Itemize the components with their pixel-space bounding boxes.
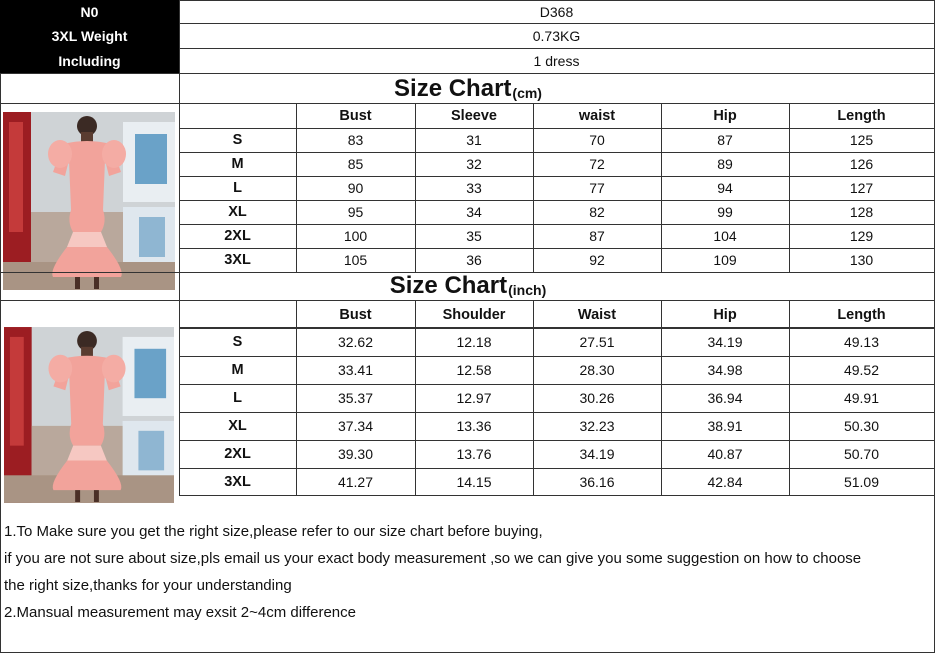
inch-cell: 50.70 bbox=[843, 446, 880, 462]
cm-cell: 130 bbox=[849, 252, 874, 268]
inch-header-waist: Waist bbox=[577, 306, 617, 323]
inch-chart-title-text: Size Chart bbox=[389, 272, 508, 299]
inch-cell: 39.30 bbox=[337, 446, 374, 462]
cm-cell: 32 bbox=[466, 156, 482, 172]
inch-cell: 34.19 bbox=[579, 446, 615, 462]
cm-size-label: S bbox=[232, 132, 243, 148]
note-line: the right size,thanks for your understanding bbox=[4, 577, 292, 594]
divider bbox=[661, 300, 662, 495]
cm-header-hip: Hip bbox=[713, 108, 737, 124]
inch-cell: 49.91 bbox=[843, 390, 880, 406]
divider bbox=[296, 103, 297, 272]
cm-cell: 104 bbox=[713, 228, 737, 244]
dress-photo-graphic bbox=[3, 112, 175, 290]
divider bbox=[296, 300, 297, 495]
inch-size-label: M bbox=[231, 362, 244, 378]
dress-photo-cm bbox=[3, 112, 175, 290]
inch-cell: 36.94 bbox=[707, 390, 743, 406]
inch-cell: 33.41 bbox=[337, 362, 374, 378]
cm-header-bust: Bust bbox=[339, 108, 372, 124]
cm-size-label: 3XL bbox=[224, 252, 251, 268]
divider bbox=[179, 152, 934, 153]
inch-cell: 32.23 bbox=[579, 418, 615, 434]
inch-cell: 30.26 bbox=[579, 390, 615, 406]
cm-cell: 92 bbox=[589, 252, 605, 268]
cm-cell: 85 bbox=[347, 156, 364, 172]
inch-cell: 42.84 bbox=[707, 473, 743, 490]
inch-cell: 49.52 bbox=[843, 362, 880, 378]
cm-cell: 72 bbox=[589, 156, 605, 172]
divider bbox=[179, 23, 934, 24]
inch-cell: 40.87 bbox=[707, 446, 743, 462]
inch-chart-title bbox=[179, 272, 757, 300]
cm-cell: 128 bbox=[849, 204, 874, 220]
dress-photo-inch bbox=[4, 327, 174, 503]
inch-cell: 49.13 bbox=[843, 334, 880, 350]
inch-cell: 14.15 bbox=[456, 473, 492, 490]
divider bbox=[179, 200, 934, 201]
divider bbox=[179, 440, 934, 441]
cm-cell: 100 bbox=[343, 228, 368, 244]
cm-cell: 87 bbox=[589, 228, 605, 244]
divider bbox=[533, 103, 534, 272]
info-value-including: 1 dress bbox=[533, 53, 580, 69]
note-line: 2.Mansual measurement may exsit 2~4cm difference bbox=[4, 604, 356, 621]
cm-header-length: Length bbox=[837, 108, 886, 124]
inch-cell: 27.51 bbox=[579, 334, 615, 350]
cm-cell: 105 bbox=[343, 252, 368, 268]
cm-cell: 83 bbox=[347, 132, 364, 148]
inch-size-label: S bbox=[232, 334, 243, 350]
cm-cell: 90 bbox=[347, 180, 364, 196]
size-notes bbox=[4, 518, 932, 626]
divider bbox=[179, 327, 934, 329]
inch-chart-unit: (inch) bbox=[508, 282, 547, 298]
inch-header-bust: Bust bbox=[339, 306, 372, 323]
divider bbox=[415, 300, 416, 495]
divider bbox=[179, 248, 934, 249]
divider bbox=[415, 103, 416, 272]
inch-cell: 13.36 bbox=[456, 418, 492, 434]
divider bbox=[179, 48, 934, 49]
inch-header-hip: Hip bbox=[713, 306, 737, 323]
inch-cell: 34.19 bbox=[707, 334, 743, 350]
cm-cell: 82 bbox=[589, 204, 605, 220]
cm-cell: 127 bbox=[849, 180, 874, 196]
inch-cell: 13.76 bbox=[456, 446, 492, 462]
cm-cell: 34 bbox=[466, 204, 482, 220]
inch-cell: 32.62 bbox=[337, 334, 374, 350]
inch-size-label: L bbox=[233, 390, 242, 406]
divider bbox=[179, 495, 934, 496]
inch-cell: 12.58 bbox=[456, 362, 492, 378]
inch-size-label: 2XL bbox=[224, 446, 251, 462]
divider bbox=[179, 0, 180, 300]
cm-size-label: M bbox=[231, 156, 244, 172]
inch-cell: 12.18 bbox=[456, 334, 492, 350]
divider bbox=[789, 103, 790, 272]
cm-cell: 94 bbox=[717, 180, 733, 196]
inch-size-label: 3XL bbox=[224, 473, 251, 490]
inch-cell: 12.97 bbox=[456, 390, 492, 406]
divider bbox=[661, 103, 662, 272]
info-label-including: Including bbox=[0, 48, 179, 74]
inch-cell: 51.09 bbox=[843, 473, 880, 490]
cm-cell: 35 bbox=[466, 228, 482, 244]
cm-cell: 31 bbox=[466, 132, 482, 148]
divider bbox=[179, 224, 934, 225]
inch-cell: 28.30 bbox=[579, 362, 615, 378]
divider bbox=[179, 384, 934, 385]
divider bbox=[789, 300, 790, 495]
cm-cell: 70 bbox=[589, 132, 605, 148]
info-label-weight: 3XL Weight bbox=[0, 24, 179, 48]
divider bbox=[179, 468, 934, 469]
cm-chart-title-text: Size Chart bbox=[394, 74, 512, 102]
divider bbox=[179, 300, 180, 495]
divider bbox=[179, 128, 934, 129]
divider bbox=[179, 176, 934, 177]
cm-cell: 99 bbox=[717, 204, 733, 220]
inch-cell: 34.98 bbox=[707, 362, 743, 378]
cm-size-label: L bbox=[233, 180, 242, 196]
info-label-no: N0 bbox=[0, 0, 179, 24]
cm-cell: 77 bbox=[589, 180, 605, 196]
inch-cell: 35.37 bbox=[337, 390, 374, 406]
cm-cell: 89 bbox=[717, 156, 733, 172]
inch-size-label: XL bbox=[228, 418, 247, 434]
cm-cell: 87 bbox=[717, 132, 733, 148]
inch-header-length: Length bbox=[837, 306, 886, 323]
cm-cell: 33 bbox=[466, 180, 482, 196]
inch-cell: 36.16 bbox=[579, 473, 615, 490]
cm-header-waist: waist bbox=[578, 108, 616, 124]
dress-photo-graphic bbox=[4, 327, 174, 503]
inch-cell: 38.91 bbox=[707, 418, 743, 434]
inch-header-shoulder: Shoulder bbox=[442, 306, 506, 323]
cm-cell: 109 bbox=[713, 252, 737, 268]
cm-chart-unit: (cm) bbox=[512, 84, 542, 101]
info-value-no: D368 bbox=[539, 4, 574, 20]
note-line: if you are not sure about size,pls email us your exact body measurement ,so we can give you some suggestion on how to choose bbox=[4, 550, 862, 567]
cm-size-label: 2XL bbox=[224, 228, 251, 244]
info-value-weight: 0.73KG bbox=[532, 28, 581, 44]
inch-cell: 50.30 bbox=[843, 418, 880, 434]
inch-cell: 41.27 bbox=[337, 473, 374, 490]
cm-header-sleeve: Sleeve bbox=[451, 108, 497, 124]
cm-cell: 125 bbox=[849, 132, 874, 148]
divider bbox=[179, 356, 934, 357]
cm-size-label: XL bbox=[228, 204, 247, 220]
cm-cell: 36 bbox=[466, 252, 482, 268]
note-line: 1.To Make sure you get the right size,please refer to our size chart before buying, bbox=[4, 523, 543, 540]
divider bbox=[179, 412, 934, 413]
cm-cell: 95 bbox=[347, 204, 364, 220]
divider bbox=[533, 300, 534, 495]
cm-cell: 126 bbox=[849, 156, 874, 172]
cm-chart-title bbox=[179, 74, 757, 103]
inch-cell: 37.34 bbox=[337, 418, 374, 434]
cm-cell: 129 bbox=[849, 228, 874, 244]
